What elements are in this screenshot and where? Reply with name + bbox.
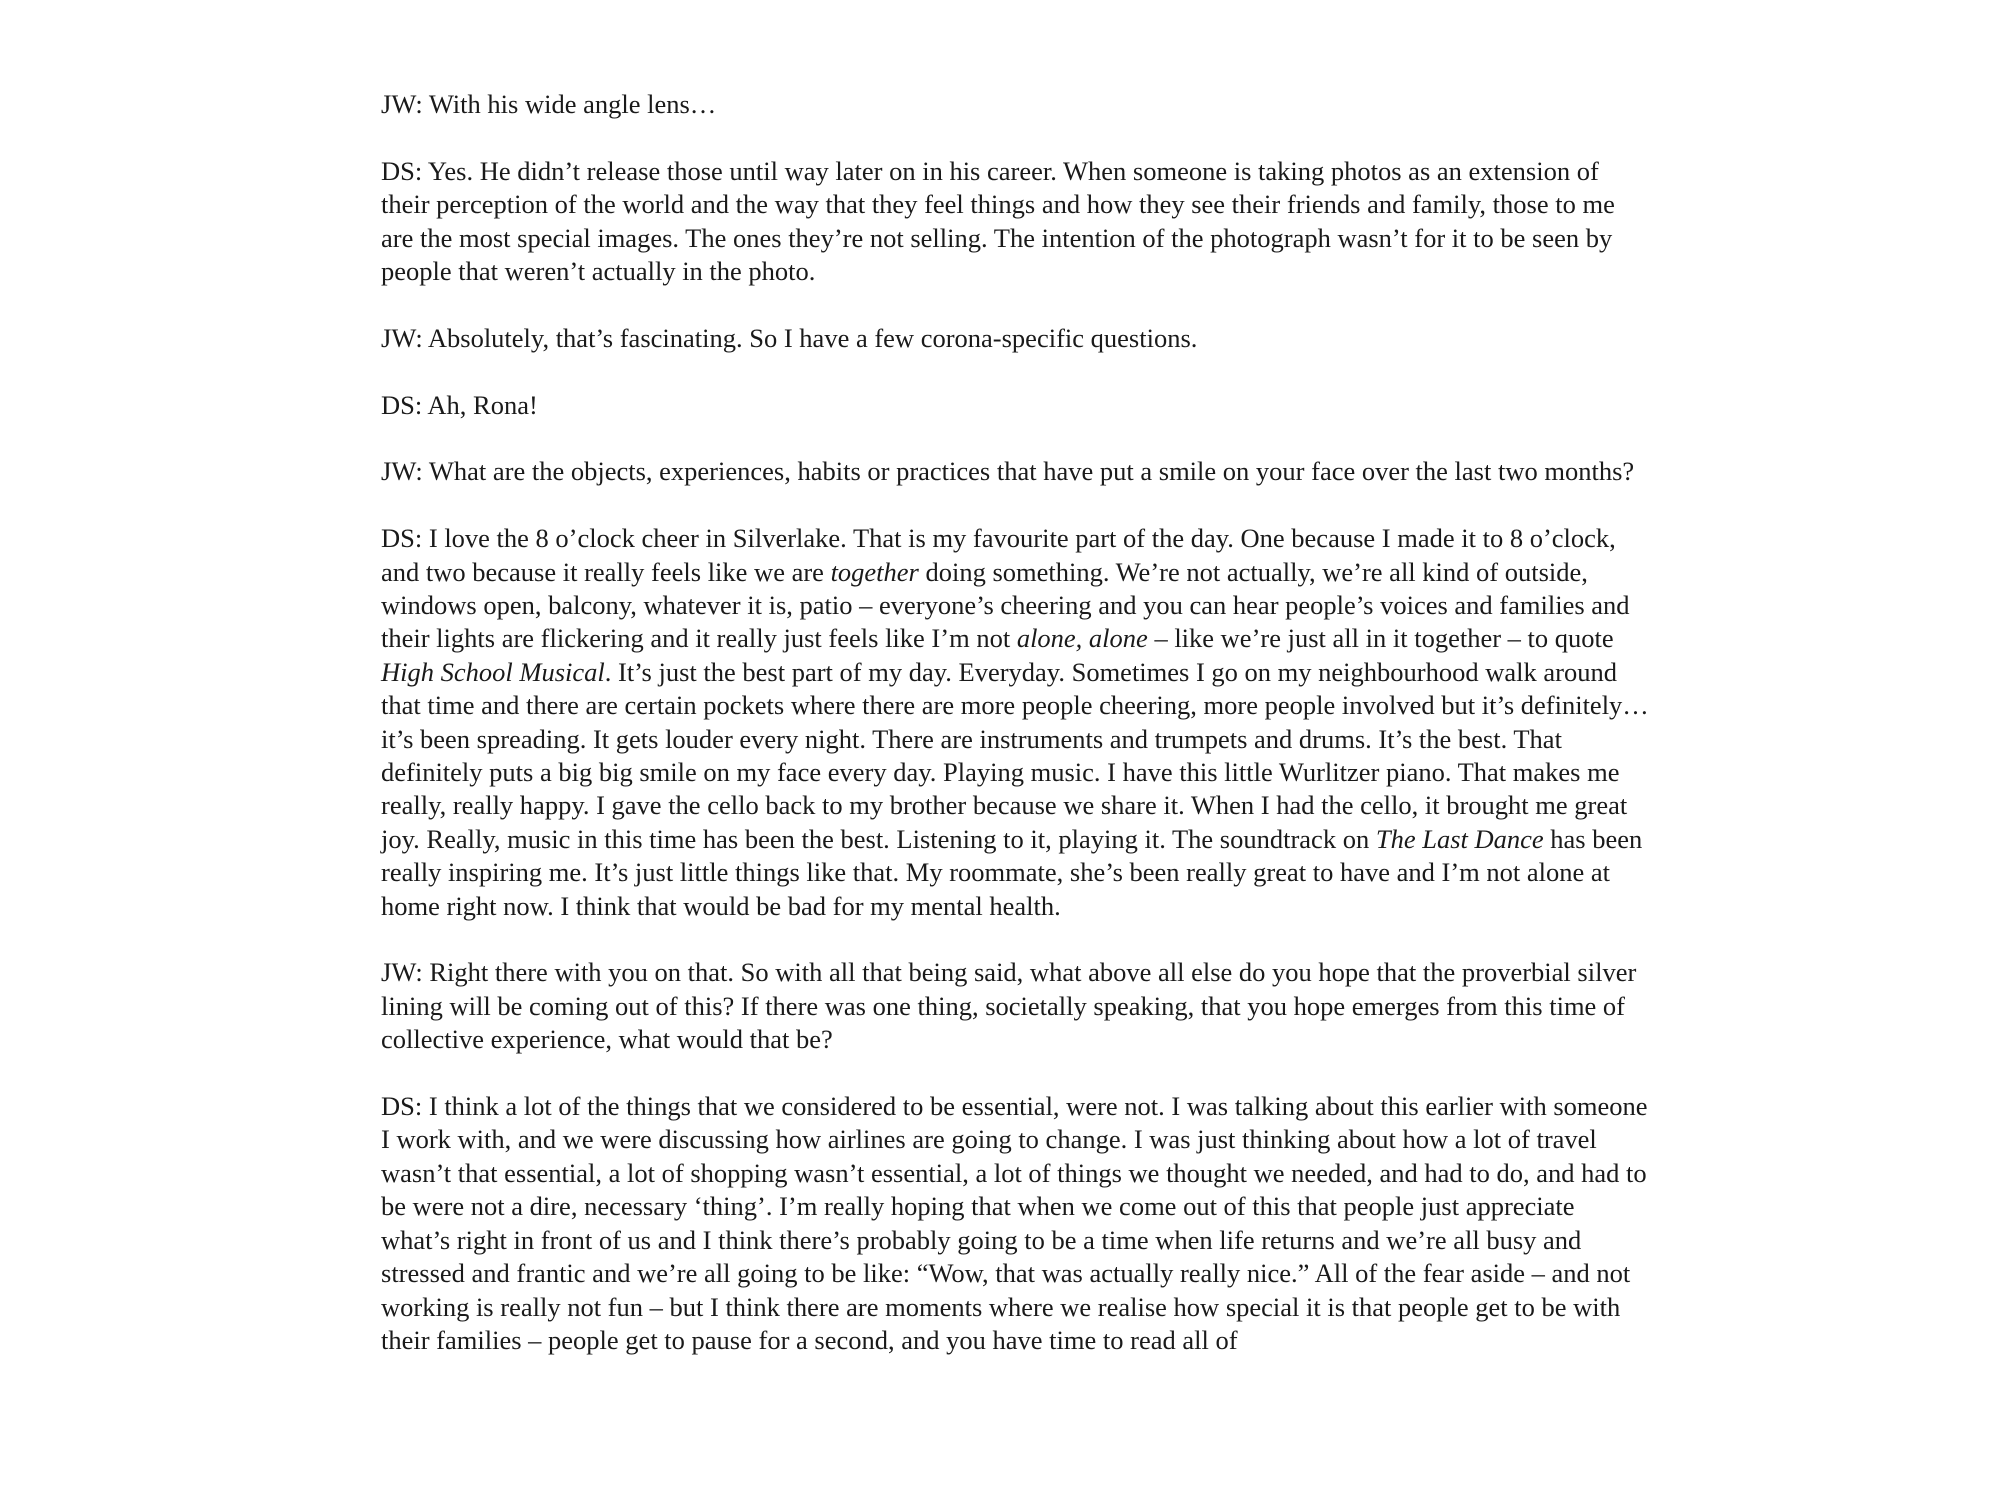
paragraph-text: DS: I love the 8 o’clock cheer in Silverlake. That is my favourite part of the day. One because I made it to 8 o’clock, and two because it really feels like we are (381, 523, 1616, 587)
paragraph-text: – like we’re just all in it together – to quote (1147, 623, 1614, 654)
paragraph-ds-rona (381, 389, 1649, 422)
paragraph-jw-smile-question (381, 455, 1649, 488)
paragraph-ds-cheer (381, 522, 1649, 923)
paragraph-text: JW: With his wide angle lens… (381, 89, 717, 119)
paragraph-ds-essential (381, 1090, 1649, 1357)
paragraph-ds-release (381, 155, 1649, 289)
paragraph-text: JW: Absolutely, that’s fascinating. So I have a few corona-specific questions. (381, 322, 1198, 353)
paragraph-text: DS: I think a lot of the things that we considered to be essential, were not. I was talking about this earlier with someone I work with, and we were discussing how airlines are going to change. I was just thinking about how a lot of travel wasn’t that essential, a lot of shopping wasn’t essential, a lot of things we thought we needed, and had to do, and had to be were not a dire, necessary ‘thing’. I’m really hoping that when we come out of this that people just appreciate what’s right in front of us and I think there’s probably going to be a time when life returns and we’re all busy and stressed and frantic and we’re all going to be like: “Wow, that was actually really nice.” All of the fear aside – and not working is really not fun – but I think there are moments where we realise how special it is that people get to be with their families – people get to pause for a second, and you have time to read all of (381, 1091, 1648, 1355)
paragraph-text: DS: Yes. He didn’t release those until way later on in his career. When someone is taking photos as an extension of their perception of the world and the way that they feel things and how they see their friends and family, those to me are the most special images. The ones they’re not selling. The intention of the photograph wasn’t for it to be seen by people that weren’t actually in the photo. (381, 155, 1615, 287)
paragraph-text: DS: Ah, Rona! (381, 389, 538, 420)
paragraph-text: . It’s just the best part of my day. Everyday. Sometimes I go on my neighbourhood walk around that time and there are certain pockets where there are more people cheering, more people involved but it’s definitely… it’s been spreading. It gets louder every night. There are instruments and trumpets and drums. It’s the best. That definitely puts a big big smile on my face every day. Playing music. I have this little Wurlitzer piano. That makes me really, really happy. I gave the cello back to my brother because we share it. When I had the cello, it brought me great joy. Really, music in this time has been the best. Listening to it, playing it. The soundtrack on (381, 656, 1649, 854)
paragraph-jw-silver-lining (381, 956, 1649, 1056)
paragraph-text: doing something. We’re not actually, we’re all kind of outside, windows open, balcony, whatever it is, patio – everyone’s cheering and you can hear people’s voices and families and their lights are flickering and it really just feels like I’m not (381, 556, 1630, 654)
paragraph-text: has been really inspiring me. It’s just little things like that. My roommate, she’s been really great to have and I’m not alone at home right now. I think that would be bad for my mental health. (381, 823, 1643, 921)
paragraph-jw-corona-questions (381, 322, 1649, 355)
italic-title-text: The Last Dance (1375, 823, 1544, 854)
interview-transcript (381, 88, 1649, 1391)
italic-emphasis-text: together (830, 556, 919, 587)
paragraph-text: JW: What are the objects, experiences, habits or practices that have put a smile on your face over the last two months? (381, 456, 1635, 487)
italic-title-text: High School Musical (381, 656, 605, 687)
paragraph-text: JW: Right there with you on that. So with all that being said, what above all else do you hope that the proverbial silver lining will be coming out of this? If there was one thing, societally speaking, that you hope emerges from this time of collective experience, what would that be? (381, 957, 1637, 1055)
italic-emphasis-text: alone, alone (1016, 623, 1148, 654)
paragraph-jw-wide-angle (381, 88, 1649, 121)
